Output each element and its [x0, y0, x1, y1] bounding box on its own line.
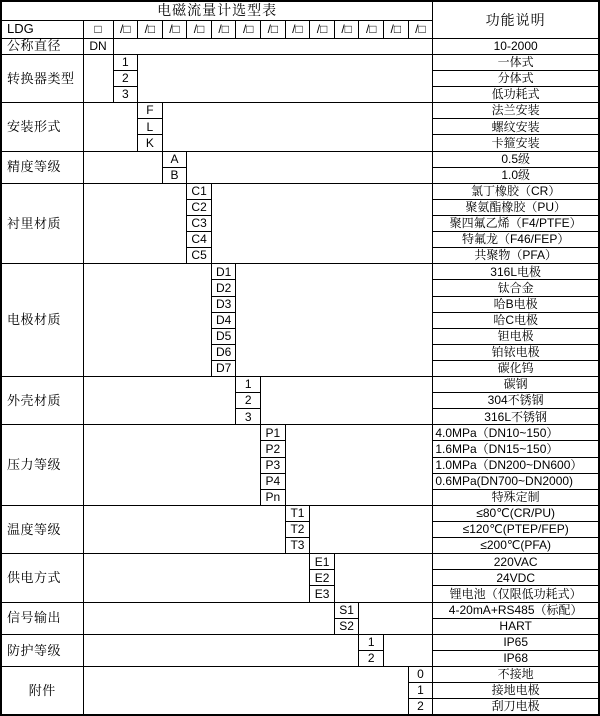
function-column-header: 功能说明 — [433, 1, 599, 38]
option-desc: 哈C电极 — [433, 312, 599, 328]
option-code: P1 — [261, 425, 286, 441]
option-code: 1 — [236, 377, 261, 393]
option-desc: ≤120℃(PTEP/FEP) — [433, 522, 599, 538]
option-desc: 螺纹安装 — [433, 119, 599, 135]
section-label: 信号输出 — [1, 602, 83, 634]
option-desc: 特殊定制 — [433, 489, 599, 505]
option-desc: 卡箍安装 — [433, 135, 599, 151]
option-desc: 共聚物（PFA） — [433, 248, 599, 264]
section-label: 电极材质 — [1, 264, 83, 377]
section-label: 精度等级 — [1, 151, 83, 183]
section-label: 附件 — [1, 667, 83, 715]
option-code: D3 — [211, 296, 236, 312]
model-slot-cell: /□ — [285, 20, 310, 38]
option-code: 3 — [113, 87, 138, 103]
option-code: Pn — [261, 489, 286, 505]
section-label: 转换器类型 — [1, 54, 83, 102]
right-filler-cell — [211, 183, 432, 264]
section-label: 防护等级 — [1, 634, 83, 666]
option-desc: 钛合金 — [433, 280, 599, 296]
right-filler-cell — [334, 554, 432, 602]
option-code: K — [138, 135, 163, 151]
option-desc: 一体式 — [433, 54, 599, 70]
option-desc: 氯丁橡胶（CR） — [433, 183, 599, 199]
option-code: S1 — [334, 602, 359, 618]
option-desc: 铂铱电极 — [433, 344, 599, 360]
model-slot-cell: /□ — [384, 20, 409, 38]
option-code: C5 — [187, 248, 212, 264]
option-desc: 聚四氟乙烯（F4/PTFE） — [433, 215, 599, 231]
option-desc: 0.5级 — [433, 151, 599, 167]
model-box-cell: □ — [83, 20, 113, 38]
option-desc: 316L电极 — [433, 264, 599, 280]
left-filler-cell — [83, 54, 113, 102]
option-desc: 1.6MPa（DN15~150） — [433, 441, 599, 457]
option-code: D5 — [211, 328, 236, 344]
model-slot-cell: /□ — [261, 20, 286, 38]
option-code: 2 — [236, 393, 261, 409]
option-desc: IP65 — [433, 634, 599, 650]
section-label: 外壳材质 — [1, 377, 83, 425]
section-label: 温度等级 — [1, 505, 83, 553]
model-slot-cell: /□ — [310, 20, 335, 38]
left-filler-cell — [83, 425, 261, 506]
option-code: C1 — [187, 183, 212, 199]
left-filler-cell — [83, 634, 359, 666]
section-label: 供电方式 — [1, 554, 83, 602]
option-desc: 10-2000 — [433, 38, 599, 54]
option-code: E2 — [310, 570, 335, 586]
left-filler-cell — [83, 667, 408, 715]
option-desc: 低功耗式 — [433, 87, 599, 103]
option-desc: 4-20mA+RS485（标配） — [433, 602, 599, 618]
option-code: A — [162, 151, 187, 167]
option-code: C3 — [187, 215, 212, 231]
option-row — [1, 54, 599, 70]
option-code: D2 — [211, 280, 236, 296]
left-filler-cell — [83, 554, 310, 602]
right-filler-cell — [138, 54, 433, 102]
option-row — [1, 264, 599, 280]
option-code: T2 — [285, 522, 310, 538]
option-desc: ≤200℃(PFA) — [433, 538, 599, 554]
option-code: C4 — [187, 232, 212, 248]
option-desc: 接地电极 — [433, 683, 599, 699]
right-filler-cell — [384, 634, 433, 666]
option-desc: 316L不锈钢 — [433, 409, 599, 425]
option-code: F — [138, 103, 163, 119]
option-desc: 分体式 — [433, 70, 599, 86]
option-desc: HART — [433, 618, 599, 634]
option-code: C2 — [187, 199, 212, 215]
model-slot-cell: /□ — [408, 20, 433, 38]
option-code: L — [138, 119, 163, 135]
option-desc: ≤80℃(CR/PU) — [433, 505, 599, 521]
option-desc: 法兰安装 — [433, 103, 599, 119]
option-desc: 0.6MPa(DN700~DN2000) — [433, 473, 599, 489]
title-row — [1, 1, 599, 20]
option-code: 2 — [113, 70, 138, 86]
option-code: P3 — [261, 457, 286, 473]
option-code: P2 — [261, 441, 286, 457]
option-desc: IP68 — [433, 650, 599, 666]
option-desc: 24VDC — [433, 570, 599, 586]
option-code: 2 — [408, 699, 433, 715]
option-desc: 钽电极 — [433, 328, 599, 344]
option-code: 2 — [359, 650, 384, 666]
option-row — [1, 151, 599, 167]
option-desc: 不接地 — [433, 667, 599, 683]
option-code: E3 — [310, 586, 335, 602]
right-filler-cell — [187, 151, 433, 183]
right-filler-cell — [162, 103, 433, 151]
option-desc: 哈B电极 — [433, 296, 599, 312]
option-code: D1 — [211, 264, 236, 280]
option-code: T3 — [285, 538, 310, 554]
right-filler-cell — [236, 264, 433, 377]
option-row — [1, 377, 599, 393]
option-row — [1, 183, 599, 199]
right-filler-cell — [310, 505, 433, 553]
option-desc: 碳化钨 — [433, 360, 599, 376]
option-desc: 1.0级 — [433, 167, 599, 183]
model-slot-cell: /□ — [211, 20, 236, 38]
option-row — [1, 602, 599, 618]
left-filler-cell — [83, 151, 162, 183]
option-row — [1, 425, 599, 441]
option-desc: 304不锈钢 — [433, 393, 599, 409]
right-filler-cell — [113, 38, 433, 54]
model-slot-cell: /□ — [162, 20, 187, 38]
option-code: E1 — [310, 554, 335, 570]
model-slot-cell: /□ — [187, 20, 212, 38]
option-code: B — [162, 167, 187, 183]
option-code: D6 — [211, 344, 236, 360]
option-code: 0 — [408, 667, 433, 683]
left-filler-cell — [83, 505, 285, 553]
option-row — [1, 667, 599, 683]
option-code: 1 — [359, 634, 384, 650]
section-label: 安装形式 — [1, 103, 83, 151]
model-slot-cell: /□ — [359, 20, 384, 38]
option-desc: 聚氨酯橡胶（PU） — [433, 199, 599, 215]
table-title: 电磁流量计选型表 — [1, 1, 433, 20]
option-row — [1, 634, 599, 650]
option-code: P4 — [261, 473, 286, 489]
right-filler-cell — [261, 377, 433, 425]
option-code: D4 — [211, 312, 236, 328]
option-code: DN — [83, 38, 113, 54]
section-label: 压力等级 — [1, 425, 83, 506]
right-filler-cell — [359, 602, 433, 634]
option-code: S2 — [334, 618, 359, 634]
option-desc: 碳钢 — [433, 377, 599, 393]
option-code: T1 — [285, 505, 310, 521]
model-slot-cell: /□ — [236, 20, 261, 38]
model-slot-cell: /□ — [334, 20, 359, 38]
model-slot-cell: /□ — [138, 20, 163, 38]
option-desc: 锂电池（仅限低功耗式） — [433, 586, 599, 602]
option-desc: 4.0MPa（DN10~150） — [433, 425, 599, 441]
option-desc: 220VAC — [433, 554, 599, 570]
option-row — [1, 38, 599, 54]
option-code: 3 — [236, 409, 261, 425]
option-desc: 特氟龙（F46/FEP） — [433, 232, 599, 248]
option-code: 1 — [113, 54, 138, 70]
left-filler-cell — [83, 377, 236, 425]
section-label: 衬里材质 — [1, 183, 83, 264]
left-filler-cell — [83, 183, 187, 264]
section-label: 公称直径 — [1, 38, 83, 54]
model-slot-cell: /□ — [113, 20, 138, 38]
option-desc: 1.0MPa（DN200~DN600） — [433, 457, 599, 473]
option-row — [1, 505, 599, 521]
option-row — [1, 103, 599, 119]
right-filler-cell — [285, 425, 433, 506]
option-desc: 刮刀电极 — [433, 699, 599, 715]
model-prefix: LDG — [1, 20, 83, 38]
option-code: 1 — [408, 683, 433, 699]
left-filler-cell — [83, 602, 334, 634]
left-filler-cell — [83, 264, 211, 377]
left-filler-cell — [83, 103, 138, 151]
option-row — [1, 554, 599, 570]
option-code: D7 — [211, 360, 236, 376]
